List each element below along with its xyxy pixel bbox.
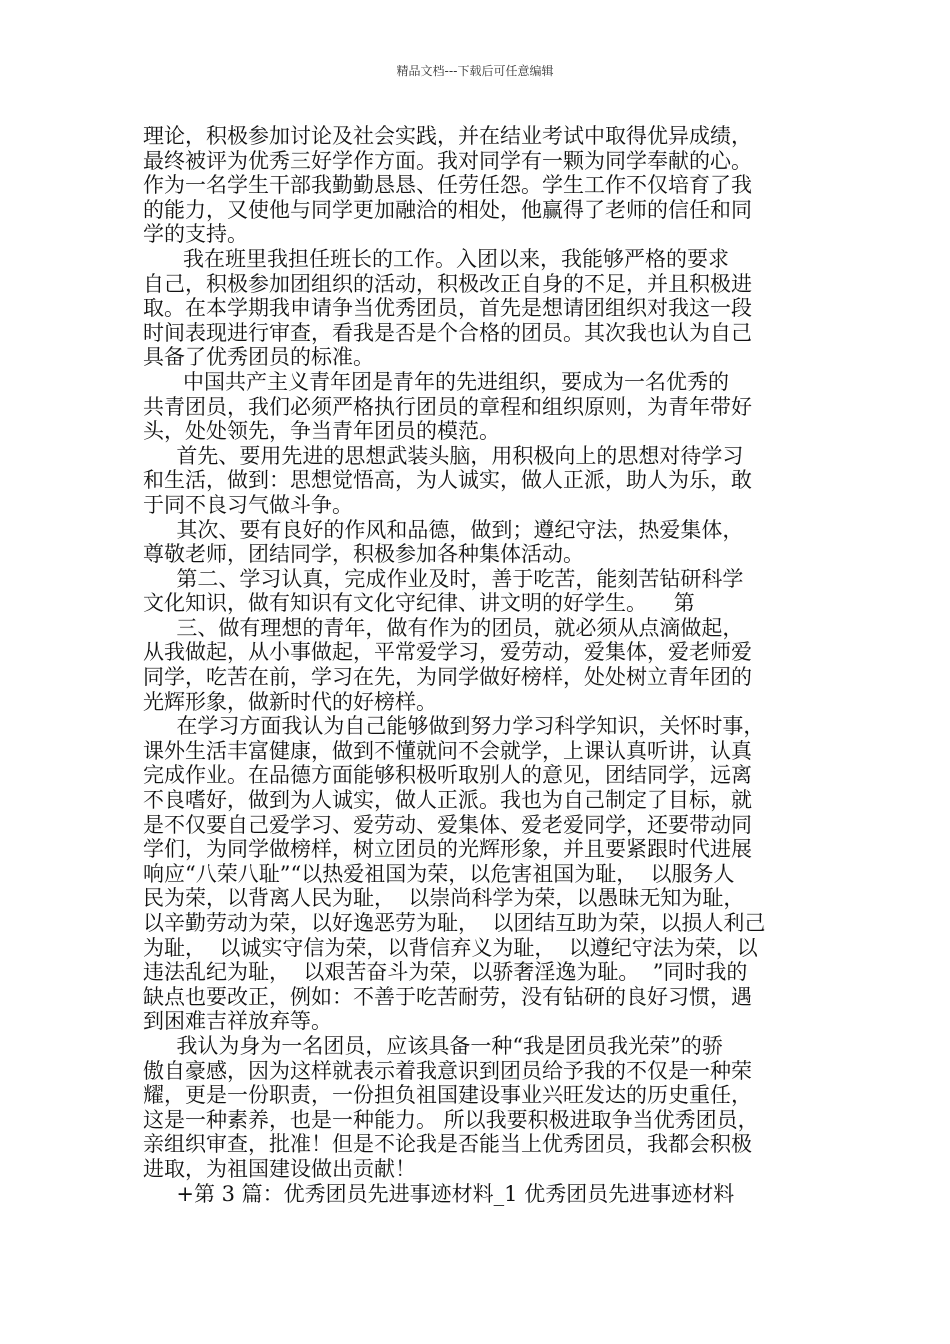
text-line: 以辛勤劳动为荣，以好逸恶劳为耻， 以团结互助为荣，以损人利己	[143, 911, 766, 935]
text-line: 违法乱纪为耻， 以艰苦奋斗为荣，以骄奢淫逸为耻。 ”同时我的	[143, 960, 748, 985]
text-line: 共青团员，我们必须严格执行团员的章程和组织原则，为青年带好	[143, 394, 752, 419]
text-line: 中国共产主义青年团是青年的先进组织，要成为一名优秀的	[143, 369, 730, 394]
text-line: 的能力，又使他与同学更加融洽的相处，他赢得了老师的信任和同	[143, 197, 752, 222]
text-line: 不良嗜好，做到为人诚实，做人正派。我也为自己制定了目标，就	[143, 788, 752, 813]
text-line: 到困难吉祥放弃等。	[143, 1009, 332, 1034]
text-line: 同学，吃苦在前，学习在先，为同学做好榜样，处处树立青年团的	[143, 665, 752, 690]
text-line: 课外生活丰富健康，做到不懂就问不会就学，上课认真听讲，认真	[143, 738, 752, 763]
text-line: 首先、要用先进的思想武装头脑，用积极向上的思想对待学习	[143, 443, 744, 468]
text-line: 缺点也要改正，例如：不善于吃苦耐劳，没有钻研的良好习惯，遇	[143, 984, 752, 1009]
text-line: 三、做有理想的青年，做有作为的团员，就必须从点滴做起，	[143, 615, 744, 640]
text-line: 学们，为同学做榜样，树立团员的光辉形象，并且要紧跟时代进展	[143, 837, 752, 862]
text-line: 完成作业。在品德方面能够积极听取别人的意见，团结同学，远离	[143, 763, 752, 788]
text-line: 第二、学习认真，完成作业及时，善于吃苦，能刻苦钻研科学	[143, 566, 744, 591]
document-body	[143, 124, 811, 1206]
text-line: +第 3 篇：优秀团员先进事迹材料_1 优秀团员先进事迹材料	[143, 1181, 735, 1206]
text-line: 尊敬老师，团结同学，积极参加各种集体活动。	[143, 542, 584, 567]
text-line: 具备了优秀团员的标准。	[143, 345, 374, 370]
text-line: 和生活，做到：思想觉悟高，为人诚实，做人正派，助人为乐，敢	[143, 468, 752, 493]
text-line: 我在班里我担任班长的工作。入团以来，我能够严格的要求	[143, 246, 730, 271]
text-line: 这是一种素养，也是一种能力。 所以我要积极进取争当优秀团员，	[143, 1107, 759, 1132]
page-header: 精品文档---下载后可任意编辑	[396, 64, 554, 78]
text-line: 取。在本学期我申请争当优秀团员，首先是想请团组织对我这一段	[143, 296, 752, 321]
text-line: 时间表现进行审查，看我是否是个合格的团员。其次我也认为自己	[143, 320, 752, 345]
text-line: 学的支持。	[143, 222, 248, 247]
text-line: 从我做起，从小事做起，平常爱学习，爱劳动，爱集体，爱老师爱	[143, 640, 752, 665]
text-line: 自己，积极参加团组织的活动，积极改正自身的不足，并且积极进	[143, 271, 752, 296]
text-line: 头，处处领先，争当青年团员的模范。	[143, 419, 500, 444]
text-line: 作为一名学生干部我勤勤恳恳、任劳任怨。学生工作不仅培育了我	[143, 173, 752, 198]
text-line: 傲自豪感，因为这样就表示着我意识到团员给予我的不仅是一种荣	[143, 1058, 752, 1083]
text-line: 其次、要有良好的作风和品德，做到；遵纪守法，热爱集体，	[143, 517, 744, 542]
text-line: 耀，更是一份职责，一份担负祖国建设事业兴旺发达的历史重任，	[143, 1083, 752, 1108]
text-line: 在学习方面我认为自己能够做到努力学习科学知识，关怀时事，	[143, 714, 765, 739]
text-line: 进取，为祖国建设做出贡献！	[143, 1156, 416, 1181]
text-line: 为耻， 以诚实守信为荣，以背信弃义为耻， 以遵纪守法为荣，以	[143, 935, 758, 960]
text-line: 理论，积极参加讨论及社会实践，并在结业考试中取得优异成绩，	[143, 124, 752, 148]
text-line: 响应“八荣八耻”“以热爱祖国为荣，以危害祖国为耻， 以服务人	[143, 861, 735, 886]
text-line: 最终被评为优秀三好学作方面。我对同学有一颗为同学奉献的心。	[143, 148, 752, 173]
text-line: 我认为身为一名团员，应该具备一种“我是团员我光荣”的骄	[143, 1033, 723, 1058]
text-line: 于同不良习气做斗争。	[143, 492, 353, 517]
text-line: 亲组织审查，批准！但是不论我是否能当上优秀团员，我都会积极	[143, 1132, 752, 1157]
text-line: 光辉形象，做新时代的好榜样。	[143, 689, 437, 714]
text-line: 文化知识，做有知识有文化守纪律、讲文明的好学生。 第	[143, 591, 695, 616]
text-line: 是不仅要自己爱学习、爱劳动、爱集体、爱老爱同学，还要带动同	[143, 812, 752, 837]
text-line: 民为荣，以背离人民为耻， 以崇尚科学为荣，以愚昧无知为耻，	[143, 886, 745, 911]
